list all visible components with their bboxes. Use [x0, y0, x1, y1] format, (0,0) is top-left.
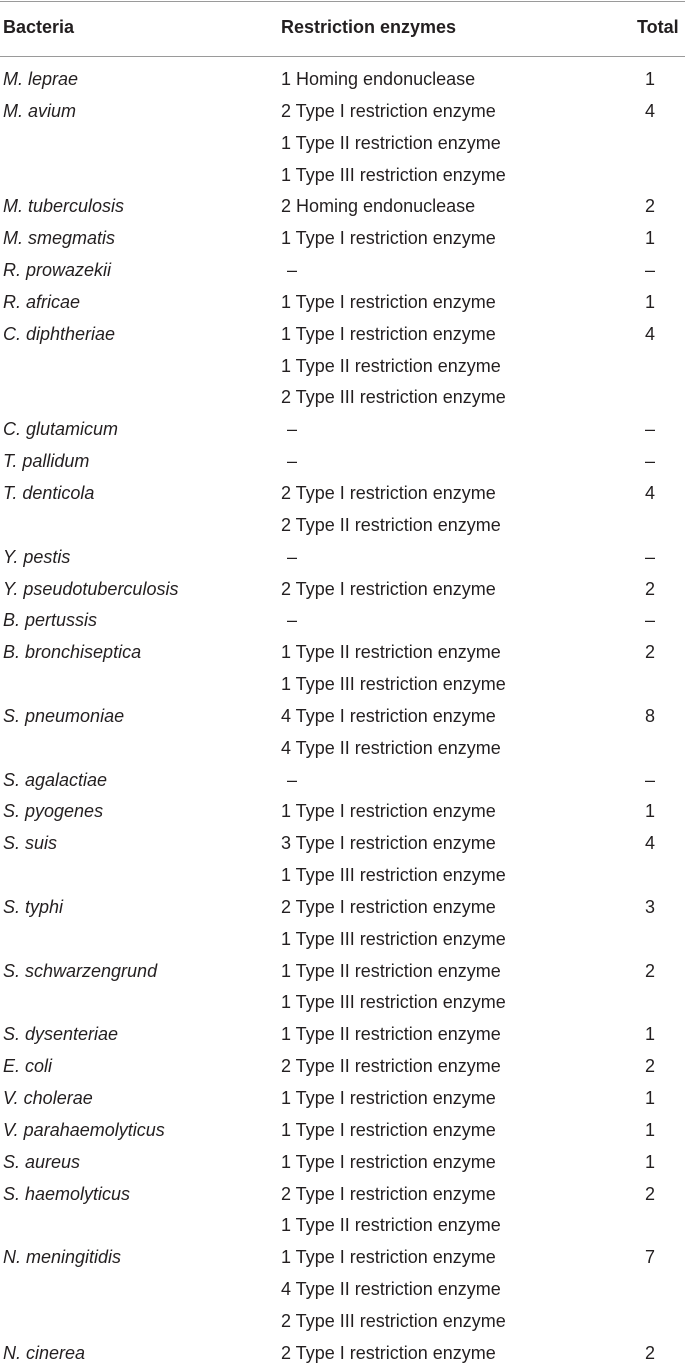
bacteria-cell: Y. pseudotuberculosis	[3, 578, 179, 599]
total-cell	[620, 1274, 680, 1306]
header-bacteria: Bacteria	[3, 17, 75, 37]
bacteria-cell: B. pertussis	[3, 610, 98, 631]
bacteria-cell: T. denticola	[3, 482, 95, 503]
restriction-enzymes-cell: 1 Homing endonuclease	[281, 69, 476, 89]
table-row	[0, 892, 685, 924]
restriction-enzymes-cell: –	[287, 419, 298, 440]
restriction-enzymes-cell: 2 Type I restriction enzyme	[281, 578, 496, 599]
restriction-enzymes-cell: 2 Type I restriction enzyme	[281, 1342, 496, 1363]
restriction-enzymes-cell: 1 Type III restriction enzyme	[281, 674, 506, 695]
bacteria-cell: B. bronchiseptica	[3, 642, 142, 663]
table-row	[0, 1115, 685, 1147]
table-row	[0, 351, 685, 383]
restriction-enzymes-cell: 1 Type II restriction enzyme	[281, 1215, 501, 1236]
table-row	[0, 1338, 685, 1370]
total-cell: 2	[644, 1056, 655, 1077]
bacteria-cell: S. agalactiae	[3, 769, 108, 790]
bacteria-cell: R. prowazekii	[3, 260, 112, 281]
table-row	[0, 1147, 685, 1179]
table-row	[0, 64, 685, 96]
restriction-enzymes-cell: –	[287, 610, 298, 631]
table-row	[0, 287, 685, 319]
table-row	[0, 446, 685, 478]
bacteria-cell: R. africae	[3, 291, 81, 312]
bacteria-cell: M. leprae	[3, 69, 79, 89]
table-row	[0, 574, 685, 606]
total-cell: 1	[644, 1119, 655, 1140]
restriction-enzymes-cell: 1 Type II restriction enzyme	[281, 642, 501, 663]
bacteria-cell: S. suis	[3, 833, 58, 854]
table-row	[0, 414, 685, 446]
restriction-enzymes-cell: 2 Type I restriction enzyme	[281, 1183, 496, 1204]
restriction-enzymes-cell: 2 Type III restriction enzyme	[281, 387, 506, 408]
bacteria-cell: S. dysenteriae	[3, 1024, 119, 1045]
restriction-enzymes-cell: –	[287, 546, 298, 567]
restriction-enzymes-cell: 1 Type I restriction enzyme	[281, 323, 496, 344]
total-cell: 2	[644, 578, 655, 599]
restriction-enzymes-cell: 1 Type II restriction enzyme	[281, 355, 501, 376]
total-cell: –	[644, 610, 655, 631]
restriction-enzymes-cell: –	[287, 451, 298, 472]
restriction-enzymes-cell: 4 Type II restriction enzyme	[281, 1279, 501, 1300]
restriction-enzymes-cell: 1 Type III restriction enzyme	[281, 865, 506, 886]
total-cell	[620, 510, 680, 542]
bacteria-cell: S. pneumoniae	[3, 705, 125, 726]
bacteria-cell: S. pyogenes	[3, 801, 104, 822]
restriction-enzymes-cell: 1 Type I restriction enzyme	[281, 1151, 496, 1172]
top-rule	[0, 1, 685, 2]
total-cell: 1	[644, 1151, 655, 1172]
total-cell: 7	[644, 1247, 655, 1268]
restriction-enzymes-cell: 2 Type II restriction enzyme	[281, 514, 501, 535]
restriction-enzymes-cell: 2 Type I restriction enzyme	[281, 100, 496, 121]
table-row	[0, 223, 685, 255]
header-rule	[0, 56, 685, 57]
total-cell: 4	[644, 100, 655, 121]
table-row	[0, 1306, 685, 1338]
restriction-enzymes-cell: 1 Type I restriction enzyme	[281, 291, 496, 312]
total-cell: –	[644, 769, 655, 790]
table-row	[0, 1242, 685, 1274]
table-row	[0, 191, 685, 223]
restriction-enzymes-cell: –	[287, 260, 298, 281]
total-cell: 1	[644, 228, 655, 249]
table-row	[0, 128, 685, 160]
total-cell: 2	[644, 960, 655, 981]
table-row	[0, 987, 685, 1019]
bacteria-cell: Y. pestis	[3, 546, 71, 567]
total-cell	[620, 1306, 680, 1338]
total-cell: –	[644, 260, 655, 281]
total-cell: 1	[644, 291, 655, 312]
restriction-enzymes-cell: 3 Type I restriction enzyme	[281, 833, 496, 854]
restriction-enzymes-cell: 1 Type II restriction enzyme	[281, 1024, 501, 1045]
total-cell: –	[644, 546, 655, 567]
bacteria-cell: S. haemolyticus	[3, 1183, 131, 1204]
table-row	[0, 319, 685, 351]
restriction-enzymes-cell: 1 Type III restriction enzyme	[281, 164, 506, 185]
table-body	[0, 64, 685, 1370]
table-row	[0, 828, 685, 860]
total-cell: –	[644, 451, 655, 472]
total-cell	[620, 351, 680, 383]
restriction-enzymes-cell: 1 Type I restriction enzyme	[281, 1247, 496, 1268]
bacteria-cell: M. avium	[3, 100, 77, 121]
table-row	[0, 924, 685, 956]
total-cell: 1	[644, 1024, 655, 1045]
table-row	[0, 669, 685, 701]
restriction-enzymes-cell: 1 Type I restriction enzyme	[281, 1088, 496, 1108]
total-cell	[620, 987, 680, 1019]
table-row	[0, 1019, 685, 1051]
bacteria-cell: N. cinerea	[3, 1342, 86, 1363]
table-row	[0, 1274, 685, 1306]
restriction-enzymes-cell: 1 Type I restriction enzyme	[281, 228, 496, 249]
restriction-enzymes-cell: –	[287, 769, 298, 790]
bacteria-cell: S. aureus	[3, 1151, 81, 1172]
restriction-enzymes-cell: 2 Type II restriction enzyme	[281, 1056, 501, 1077]
table-row	[0, 1051, 685, 1083]
restriction-enzymes-cell: 2 Type I restriction enzyme	[281, 896, 496, 917]
total-cell: 2	[644, 196, 655, 217]
bacteria-cell: S. schwarzengrund	[3, 960, 158, 981]
table-row	[0, 510, 685, 542]
restriction-enzymes-cell: 4 Type I restriction enzyme	[281, 705, 496, 726]
header-total: Total	[637, 17, 679, 37]
total-cell	[620, 924, 680, 956]
total-cell: 2	[644, 1342, 655, 1363]
table-row	[0, 605, 685, 637]
total-cell	[620, 128, 680, 160]
total-cell: 3	[644, 896, 655, 917]
restriction-enzymes-cell: 1 Type III restriction enzyme	[281, 992, 506, 1013]
total-cell: 2	[644, 642, 655, 663]
total-cell: 2	[644, 1183, 655, 1204]
total-cell: 8	[644, 705, 655, 726]
restriction-enzymes-cell: 2 Homing endonuclease	[281, 196, 476, 217]
table-row	[0, 160, 685, 192]
bacteria-cell: N. meningitidis	[3, 1247, 122, 1268]
restriction-enzymes-cell: 1 Type I restriction enzyme	[281, 801, 496, 822]
total-cell	[620, 382, 680, 414]
table-row	[0, 637, 685, 669]
table-row	[0, 542, 685, 574]
restriction-enzymes-cell: 2 Type III restriction enzyme	[281, 1310, 506, 1331]
table-row	[0, 796, 685, 828]
table-row	[0, 765, 685, 797]
table-row	[0, 382, 685, 414]
table-row	[0, 1179, 685, 1211]
restriction-enzymes-cell: 1 Type II restriction enzyme	[281, 960, 501, 981]
bacteria-cell: S. typhi	[3, 896, 64, 917]
bacteria-cell: C. glutamicum	[3, 419, 119, 440]
restriction-enzymes-cell: 1 Type III restriction enzyme	[281, 928, 506, 949]
bacteria-cell: V. cholerae	[3, 1088, 93, 1108]
bacteria-cell: E. coli	[3, 1056, 53, 1077]
total-cell	[620, 733, 680, 765]
table-row	[0, 478, 685, 510]
bacteria-cell: C. diphtheriae	[3, 323, 116, 344]
table-row	[0, 96, 685, 128]
table-row	[0, 1210, 685, 1242]
total-cell: 1	[644, 69, 655, 89]
table-row	[0, 255, 685, 287]
table-row	[0, 956, 685, 988]
total-cell	[620, 669, 680, 701]
total-cell: 4	[644, 482, 655, 503]
total-cell: 1	[644, 1088, 655, 1108]
bacteria-cell: M. tuberculosis	[3, 196, 125, 217]
table-row	[0, 1083, 685, 1115]
header-restriction-enzymes: Restriction enzymes	[281, 17, 457, 37]
total-cell	[620, 860, 680, 892]
bacteria-cell: M. smegmatis	[3, 228, 116, 249]
bacteria-cell: V. parahaemolyticus	[3, 1119, 165, 1140]
restriction-enzymes-cell: 1 Type I restriction enzyme	[281, 1119, 496, 1140]
total-cell	[620, 1210, 680, 1242]
total-cell: 4	[644, 833, 655, 854]
table-row	[0, 733, 685, 765]
total-cell: 4	[644, 323, 655, 344]
restriction-enzymes-cell: 1 Type II restriction enzyme	[281, 132, 501, 153]
restriction-enzymes-cell: 2 Type I restriction enzyme	[281, 482, 496, 503]
total-cell: –	[644, 419, 655, 440]
restriction-enzymes-cell: 4 Type II restriction enzyme	[281, 737, 501, 758]
total-cell	[620, 160, 680, 192]
bacteria-cell: T. pallidum	[3, 451, 90, 472]
table-row	[0, 701, 685, 733]
table-row	[0, 860, 685, 892]
total-cell: 1	[644, 801, 655, 822]
